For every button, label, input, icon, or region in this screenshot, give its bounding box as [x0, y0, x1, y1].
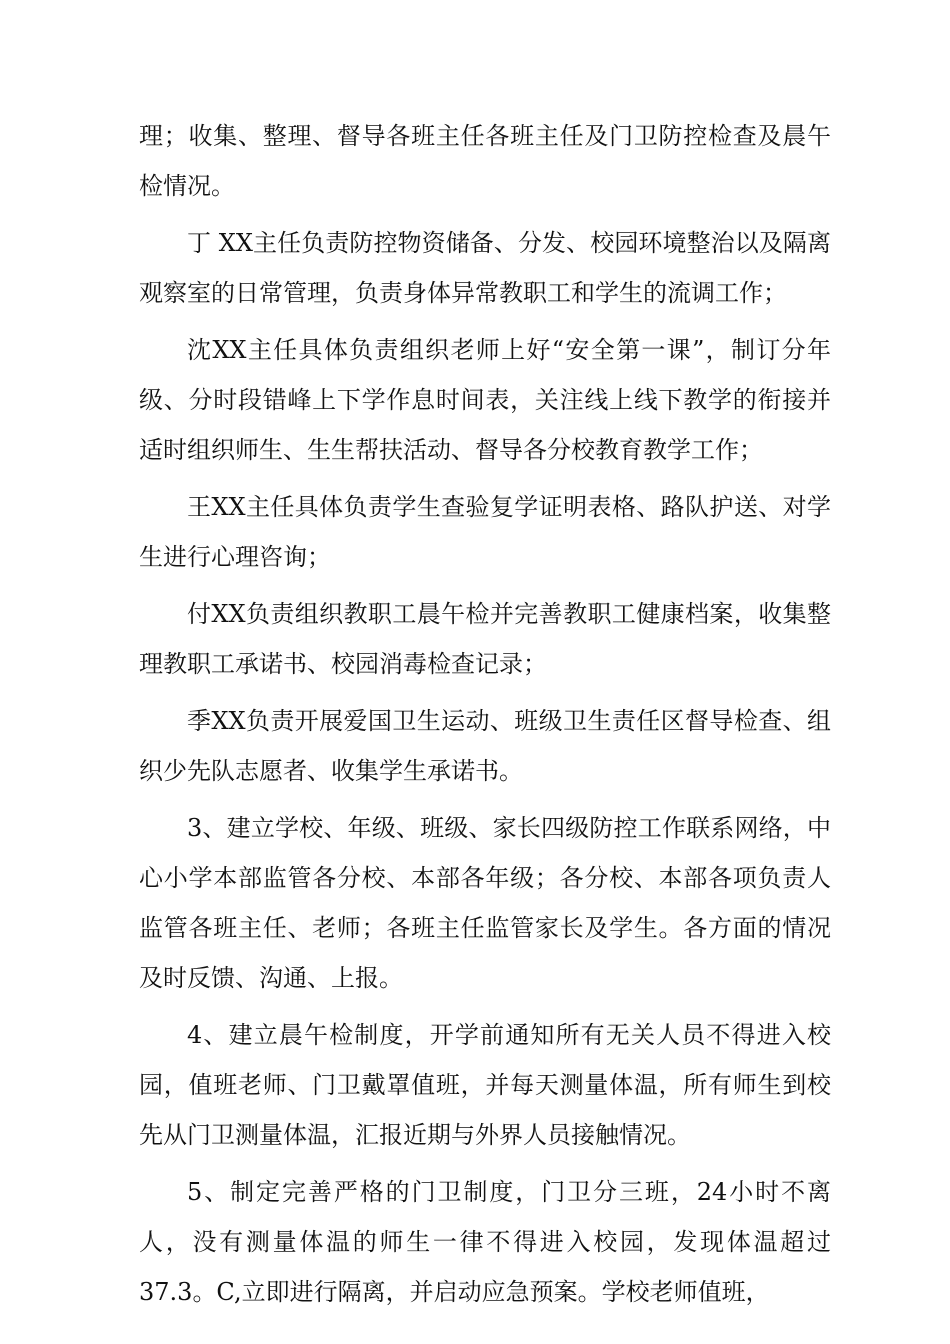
document-body — [139, 111, 831, 1324]
paragraph-item-4: 4、建立晨午检制度，开学前通知所有无关人员不得进入校园，值班老师、门卫戴罩值班，并每天测量体温，所有师生到校先从门卫测量体温，汇报近期与外界人员接触情况。 — [139, 1021, 831, 1149]
paragraph-fu-duties: 付XX负责组织教职工晨午检并完善教职工健康档案，收集整理教职工承诺书、校园消毒检查记录； — [139, 600, 831, 678]
paragraph-wang-duties: 王XX主任具体负责学生查验复学证明表格、路队护送、对学生进行心理咨询； — [139, 493, 831, 571]
paragraph-shen-duties: 沈XX主任具体负责组织老师上好“安全第一课”，制订分年级、分时段错峰上下学作息时间表，关注线上线下教学的衔接并适时组织师生、生生帮扶活动、督导各分校教育教学工作； — [139, 336, 831, 464]
paragraph-item-3: 3、建立学校、年级、班级、家长四级防控工作联系网络，中心小学本部监管各分校、本部各年级；各分校、本部各项负责人监管各班主任、老师；各班主任监管家长及学生。各方面的情况及时反馈、沟通、上报。 — [139, 814, 831, 992]
paragraph-continuation: 理；收集、整理、督导各班主任各班主任及门卫防控检查及晨午检情况。 — [139, 122, 831, 200]
paragraph-ji-duties: 季XX负责开展爱国卫生运动、班级卫生责任区督导检查、组织少先队志愿者、收集学生承诺书。 — [139, 707, 831, 785]
paragraph-item-5: 5、制定完善严格的门卫制度，门卫分三班，24小时不离人，没有测量体温的师生一律不得进入校园，发现体温超过37.3。C,立即进行隔离，并启动应急预案。学校老师值班， — [139, 1178, 831, 1306]
paragraph-ding-duties: 丁 XX主任负责防控物资储备、分发、校园环境整治以及隔离观察室的日常管理，负责身体异常教职工和学生的流调工作； — [139, 229, 831, 307]
